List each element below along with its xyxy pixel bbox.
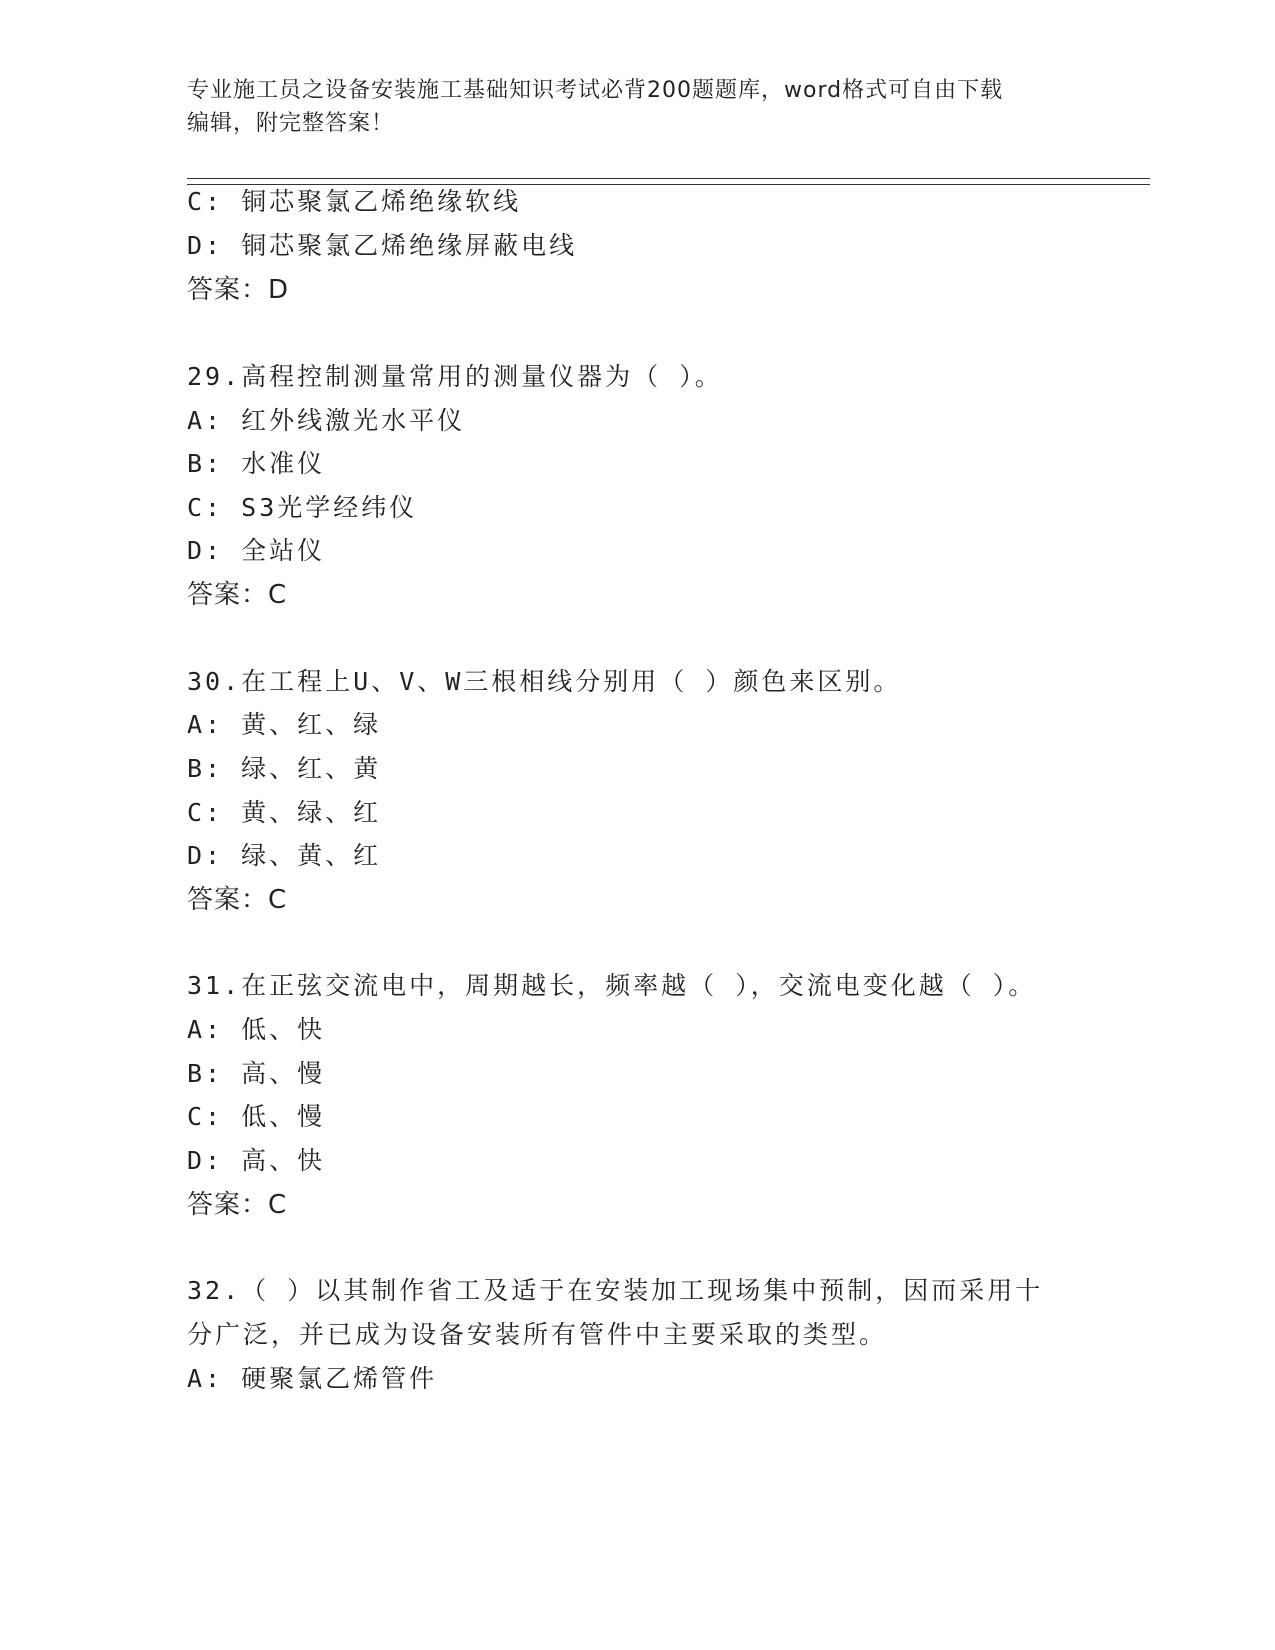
header-divider [187,178,1150,185]
q30-option-b: B: 绿、红、黄 [187,754,382,783]
q31-answer: 答案：C [187,1190,288,1220]
q30-option-d: D: 绿、黄、红 [187,841,382,870]
q31-question: 31.在正弦交流电中，周期越长，频率越（ ），交流电变化越（ ）。 [187,971,1037,1000]
q30-option-c: C: 黄、绿、红 [187,798,382,827]
q32-question-line-1: 32.（ ）以其制作省工及适于在安装加工现场集中预制，因而采用十 [187,1276,1044,1305]
q30-question: 30.在工程上U、V、W三根相线分别用（ ）颜色来区别。 [187,667,902,696]
q32-option-a: A: 硬聚氯乙烯管件 [187,1364,438,1393]
q28-answer: 答案：D [187,275,290,305]
q29-answer: 答案：C [187,580,288,610]
q29-option-a: A: 红外线激光水平仪 [187,406,466,435]
q29-question: 29.高程控制测量常用的测量仪器为（ ）。 [187,362,723,391]
q29-option-b: B: 水准仪 [187,449,326,478]
q31-option-b: B: 高、慢 [187,1059,326,1088]
q30-option-a: A: 黄、红、绿 [187,710,382,739]
q31-option-c: C: 低、慢 [187,1102,326,1131]
header-title-line-2: 编辑，附完整答案！ [187,111,395,136]
q31-option-d: D: 高、快 [187,1146,326,1175]
q32-question-line-2: 分广泛，并已成为设备安装所有管件中主要采取的类型。 [187,1320,888,1349]
q28-option-d: D: 铜芯聚氯乙烯绝缘屏蔽电线 [187,231,578,260]
document-header [187,74,1067,140]
q29-option-c: C: S3光学经纬仪 [187,493,418,522]
q28-option-c: C: 铜芯聚氯乙烯绝缘软线 [187,187,522,216]
header-title-line-1: 专业施工员之设备安装施工基础知识考试必背200题题库，word格式可自由下载 [187,78,1004,103]
q31-option-a: A: 低、快 [187,1015,326,1044]
q30-answer: 答案：C [187,885,288,915]
q29-option-d: D: 全站仪 [187,536,326,565]
